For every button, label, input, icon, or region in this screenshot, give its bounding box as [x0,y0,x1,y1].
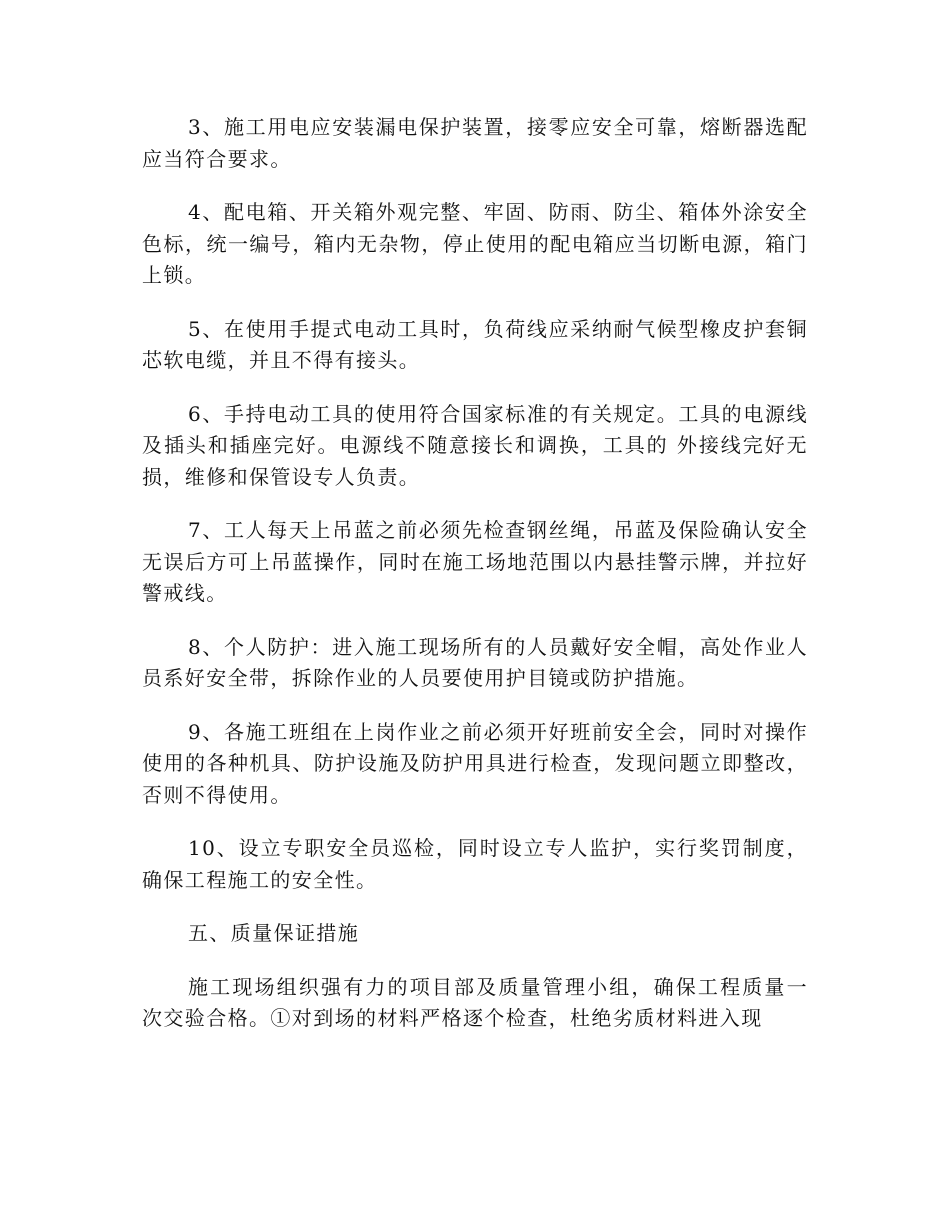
paragraph-item-6: 6、手持电动工具的使用符合国家标准的有关规定。工具的电源线及插头和插座完好。电源线不随意接长和调换，工具的 外接线完好无损，维修和保管设专人负责。 [142,401,808,489]
document-body [142,112,808,1057]
paragraph-item-9: 9、各施工班组在上岗作业之前必须开好班前安全会，同时对操作使用的各种机具、防护设施及防护用具进行检查，发现问题立即整改，否则不得使用。 [142,719,808,807]
section-heading: 五、质量保证措施 [188,921,360,945]
final-paragraph: 施工现场组织强有力的项目部及质量管理小组，确保工程质量一次交验合格。①对到场的材料严格逐个检查，杜绝劣质材料进入现 [142,974,808,1030]
paragraph-item-3: 3、施工用电应安装漏电保护装置，接零应安全可靠，熔断器选配应当符合要求。 [142,115,808,171]
paragraph-item-7: 7、工人每天上吊蓝之前必须先检查钢丝绳，吊蓝及保险确认安全无误后方可上吊蓝操作，同时在施工场地范围以内悬挂警示牌，并拉好警戒线。 [142,518,808,605]
paragraph-item-10: 10、设立专职安全员巡检，同时设立专人监护，实行奖罚制度，确保工程施工的安全性。 [142,836,808,892]
paragraph-item-8: 8、个人防护：进入施工现场所有的人员戴好安全帽，高处作业人员系好安全带，拆除作业的人员要使用护目镜或防护措施。 [142,634,808,690]
paragraph-item-5: 5、在使用手提式电动工具时，负荷线应采纳耐气候型橡皮护套铜芯软电缆，并且不得有接头。 [142,316,808,372]
paragraph-item-4: 4、配电箱、开关箱外观完整、牢固、防雨、防尘、箱体外涂安全色标，统一编号，箱内无杂物，停止使用的配电箱应当切断电源，箱门上锁。 [142,200,808,287]
